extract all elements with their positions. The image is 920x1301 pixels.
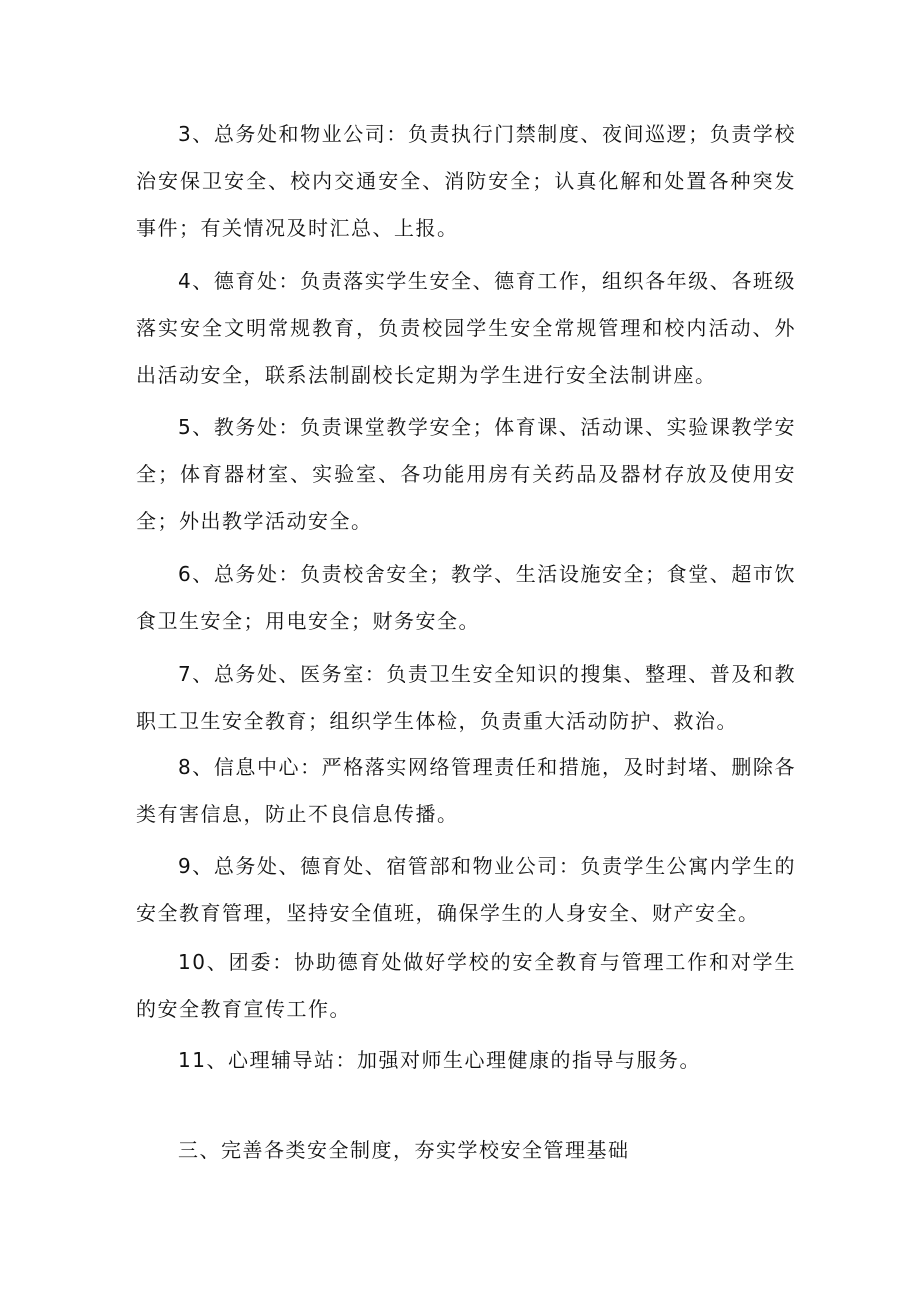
paragraph-item-5: 5、教务处：负责课堂教学安全；体育课、活动课、实验课教学安全；体育器材室、实验室、各功能用房有关药品及器材存放及使用安全；外出教学活动安全。: [136, 415, 796, 533]
paragraph-item-10: 10、团委：协助德育处做好学校的安全教育与管理工作和对学生的安全教育宣传工作。: [136, 950, 796, 1021]
paragraph-item-6: 6、总务处：负责校舍安全；教学、生活设施安全；食堂、超市饮食卫生安全；用电安全；财务安全。: [136, 562, 796, 633]
paragraph-item-4: 4、德育处：负责落实学生安全、德育工作，组织各年级、各班级落实安全文明常规教育，负责校园学生安全常规管理和校内活动、外出活动安全，联系法制副校长定期为学生进行安全法制讲座。: [136, 269, 796, 387]
section-heading: 三、完善各类安全制度，夯实学校安全管理基础: [178, 1138, 630, 1162]
paragraph-item-9: 9、总务处、德育处、宿管部和物业公司：负责学生公寓内学生的安全教育管理，坚持安全值班，确保学生的人身安全、财产安全。: [136, 854, 796, 925]
paragraph-item-11: 11、心理辅导站：加强对师生心理健康的指导与服务。: [178, 1048, 701, 1072]
paragraph-item-7: 7、总务处、医务室：负责卫生安全知识的搜集、整理、普及和教职工卫生安全教育；组织学生体检，负责重大活动防护、救治。: [136, 662, 796, 733]
paragraph-item-3: 3、总务处和物业公司：负责执行门禁制度、夜间巡逻；负责学校治安保卫安全、校内交通安全、消防安全；认真化解和处置各种突发事件；有关情况及时汇总、上报。: [136, 122, 796, 240]
paragraph-item-8: 8、信息中心：严格落实网络管理责任和措施，及时封堵、删除各类有害信息，防止不良信息传播。: [136, 755, 796, 826]
